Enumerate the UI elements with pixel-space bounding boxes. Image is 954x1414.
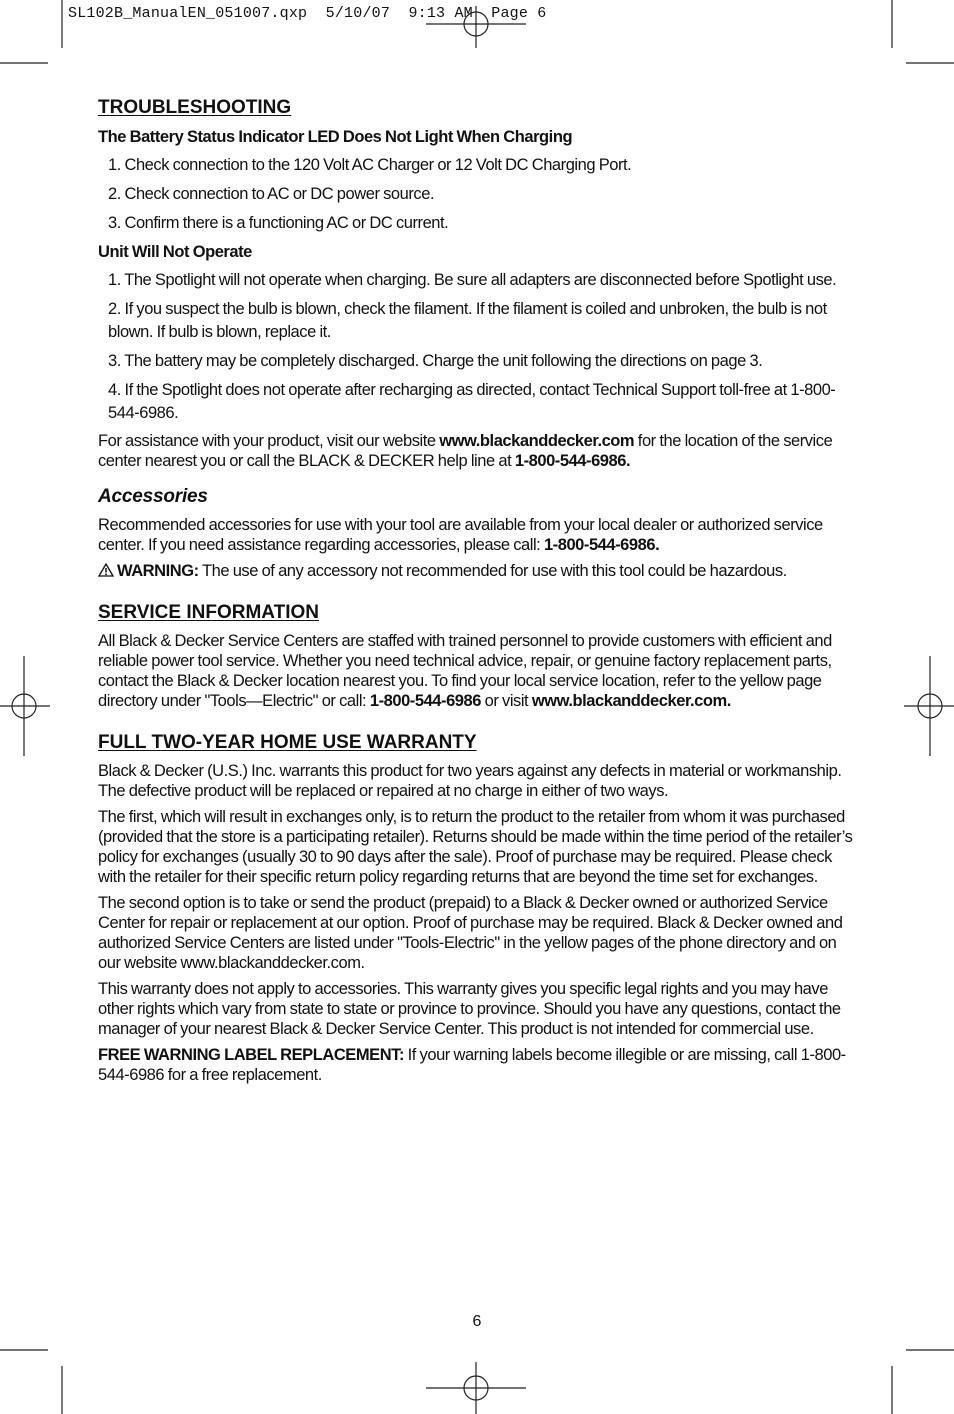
print-slug: SL102B_ManualEN_051007.qxp 5/10/07 9:13 AM Page 6 — [68, 5, 547, 22]
warranty-paragraph-3: The second option is to take or send the product (prepaid) to a Black & Decker owned or authorized Service Center for repair or replacement at our option. Proof of purchase may be required. Black & Decker owned and authorized Service Centers are listed under "Tools-Electric" in the yellow pages of the phone directory and on our website www.blackanddecker.com. — [98, 894, 843, 972]
warning-label: WARNING: — [117, 562, 199, 580]
led-heading: The Battery Status Indicator LED Does Not Light When Charging — [98, 128, 573, 146]
free-label-heading: FREE WARNING LABEL REPLACEMENT: — [98, 1046, 405, 1064]
led-item-2: 2. Check connection to AC or DC power source. — [108, 185, 435, 203]
accessory-warning — [98, 561, 858, 581]
website-link[interactable]: www.blackanddecker.com — [439, 432, 635, 450]
accessories-phone: 1-800-544-6986. — [543, 536, 660, 554]
accessories-text: Recommended accessories for use with your tool are available from your local dealer or authorized service center. If you need assistance regarding accessories, please call: — [98, 516, 823, 554]
led-item-3: 3. Confirm there is a functioning AC or DC current. — [108, 214, 449, 232]
assistance-text: For assistance with your product, visit our website — [98, 432, 440, 450]
free-label-replacement — [98, 1045, 858, 1085]
unit-item-4: 4. If the Spotlight does not operate after recharging as directed, contact Technical Support toll-free at 1-800-544-6986. — [108, 381, 836, 422]
service-text: All Black & Decker Service Centers are staffed with trained personnel to provide customers with efficient and reliable power tool service. Whether you need technical advice, repair, or genuine factory replacement parts, contact the Black & Decker location nearest you. To find your local service location, refer to the yellow page directory under "Tools—Electric" or call: — [98, 632, 832, 710]
page-number: 6 — [472, 1313, 482, 1330]
warranty-heading: FULL TWO-YEAR HOME USE WARRANTY — [98, 732, 477, 753]
unit-item-2: 2. If you suspect the bulb is blown, check the filament. If the filament is coiled and unbroken, the bulb is not blown. If bulb is blown, replace it. — [108, 300, 827, 341]
assistance-text-mid: for the location of the service center nearest you or call the BLACK & DECKER help line at — [98, 432, 833, 470]
troubleshooting-heading: TROUBLESHOOTING — [98, 97, 292, 118]
warranty-paragraph-1: Black & Decker (U.S.) Inc. warrants this product for two years against any defects in material or workmanship. The defective product will be replaced or repaired at no charge in either of two ways. — [98, 762, 842, 800]
unit-heading: Unit Will Not Operate — [98, 243, 252, 261]
help-line-phone: 1-800-544-6986. — [514, 452, 631, 470]
service-website-link[interactable]: www.blackanddecker.com. — [531, 692, 731, 710]
warning-text: The use of any accessory not recommended for use with this tool could be hazardous. — [198, 562, 787, 580]
free-label-text: If your warning labels become illegible or are missing, call 1-800-544-6986 for a free replacement. — [98, 1046, 846, 1084]
unit-item-1: 1. The Spotlight will not operate when charging. Be sure all adapters are disconnected before Spotlight use. — [108, 271, 837, 289]
accessories-heading: Accessories — [98, 486, 208, 507]
warranty-paragraph-2: The first, which will result in exchanges only, is to return the product to the retailer from whom it was purchased (provided that the store is a participating retailer). Returns should be made within the time period of the retailer’s policy for exchanges (usually 30 to 90 days after the sale). Proof of purchase may be required. Please check with the retailer for their specific return policy regarding returns that are beyond the time set for exchanges. — [98, 808, 853, 886]
service-information-heading: SERVICE INFORMATION — [98, 602, 319, 623]
service-paragraph — [98, 631, 858, 711]
manual-page-content — [98, 96, 858, 1091]
warning-triangle-icon — [98, 563, 114, 577]
accessories-paragraph — [98, 515, 858, 555]
led-item-1: 1. Check connection to the 120 Volt AC Charger or 12 Volt DC Charging Port. — [108, 156, 632, 174]
assistance-paragraph — [98, 431, 858, 471]
service-phone: 1-800-544-6986 — [369, 692, 481, 710]
service-text-mid: or visit — [480, 692, 532, 710]
unit-item-3: 3. The battery may be completely discharged. Charge the unit following the directions on page 3. — [108, 352, 763, 370]
warranty-paragraph-4: This warranty does not apply to accessories. This warranty gives you specific legal rights and you may have other rights which vary from state to state or province to province. Should you have any questions, contact the manager of your nearest Black & Decker Service Center. This product is not intended for commercial use. — [98, 980, 841, 1038]
